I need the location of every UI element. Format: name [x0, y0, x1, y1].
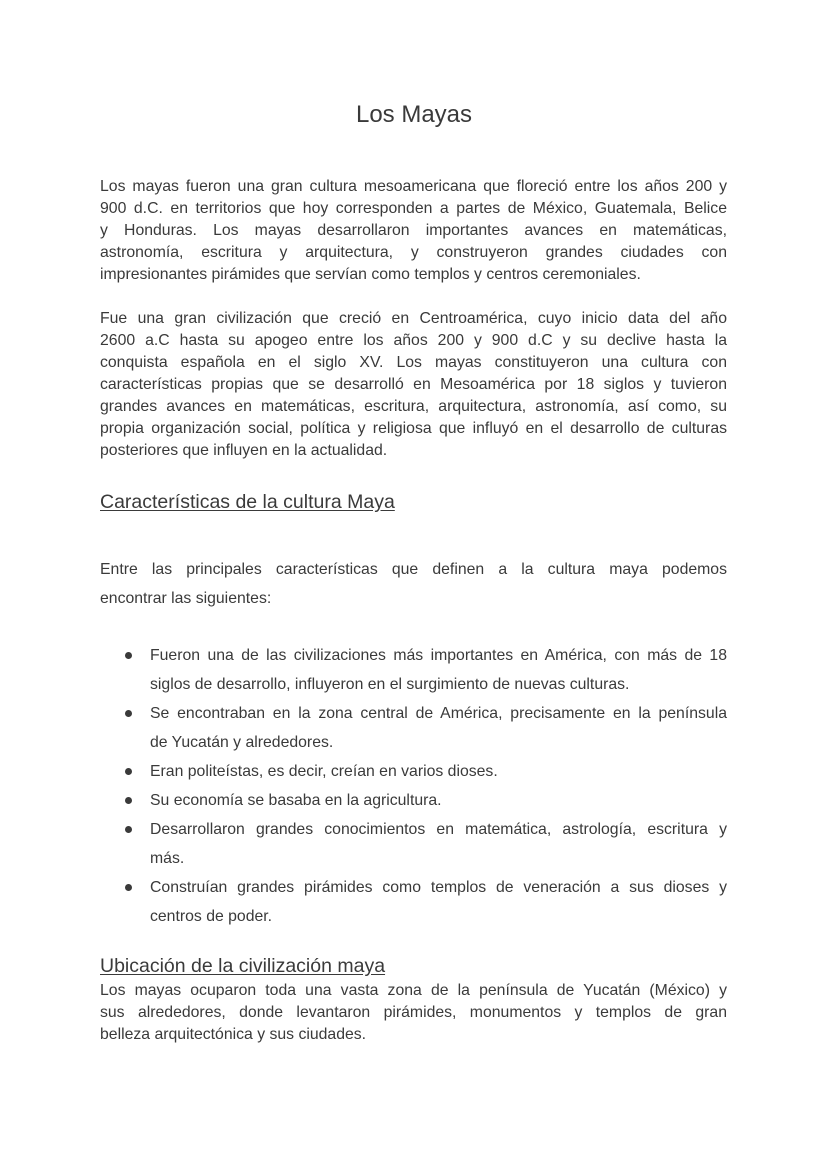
list-item-line: Desarrollaron grandes conocimientos en matemática, astrología, escritura y [150, 821, 727, 838]
list-item [100, 699, 727, 757]
intro-paragraph-1 [100, 176, 727, 286]
paragraph-line: Los mayas fueron una gran cultura mesoamericana que floreció entre los años 200 y [100, 178, 727, 195]
intro-paragraph-2 [100, 308, 727, 462]
section-heading-ubicacion: Ubicación de la civilización maya [100, 955, 386, 977]
page-title: Los Mayas [355, 101, 473, 128]
paragraph-line: sus alrededores, donde levantaron pirámides, monumentos y templos de gran [100, 1004, 727, 1021]
paragraph-line: Entre las principales características que definen a la cultura maya podemos [100, 561, 727, 578]
bullet-icon [125, 826, 132, 833]
paragraph-line: Fue una gran civilización que creció en Centroamérica, cuyo inicio data del año [100, 310, 727, 327]
bullet-icon [125, 710, 132, 717]
bullet-icon [125, 652, 132, 659]
list-item [100, 873, 727, 931]
list-item-line: siglos de desarrollo, influyeron en el surgimiento de nuevas culturas. [150, 676, 630, 693]
list-item-line: Construían grandes pirámides como templos de veneración a sus dioses y [150, 879, 727, 896]
list-item-line: Se encontraban en la zona central de América, precisamente en la península [150, 705, 727, 722]
paragraph-line: características propias que se desarrolló en Mesoamérica por 18 siglos y tuvieron [100, 376, 727, 393]
list-item-line: más. [150, 850, 185, 867]
paragraph-line: encontrar las siguientes: [100, 590, 272, 607]
list-item [100, 757, 727, 786]
caracteristicas-intro [100, 555, 727, 613]
paragraph-line: Los mayas ocuparon toda una vasta zona de la península de Yucatán (México) y [100, 982, 727, 999]
paragraph-line: belleza arquitectónica y sus ciudades. [100, 1026, 367, 1043]
list-item-line: Eran politeístas, es decir, creían en varios dioses. [150, 763, 498, 780]
paragraph-line: y Honduras. Los mayas desarrollaron importantes avances en matemáticas, [100, 222, 727, 239]
list-item [100, 815, 727, 873]
bullet-icon [125, 768, 132, 775]
paragraph-line: astronomía, escritura y arquitectura, y construyeron grandes ciudades con [100, 244, 727, 261]
bullet-icon [125, 797, 132, 804]
list-item-line: Fueron una de las civilizaciones más importantes en América, con más de 18 [150, 647, 727, 664]
caracteristicas-list [100, 641, 727, 931]
bullet-icon [125, 884, 132, 891]
list-item [100, 786, 727, 815]
list-item-line: centros de poder. [150, 908, 273, 925]
list-item-line: de Yucatán y alrededores. [150, 734, 334, 751]
paragraph-line: grandes avances en matemáticas, escritura, arquitectura, astronomía, así como, su [100, 398, 727, 415]
paragraph-line: 900 d.C. en territorios que hoy corresponden a partes de México, Guatemala, Belice [100, 200, 727, 217]
list-item [100, 641, 727, 699]
ubicacion-paragraph [100, 980, 727, 1046]
paragraph-line: conquista española en el siglo XV. Los mayas constituyeron una cultura con [100, 354, 727, 371]
paragraph-line: impresionantes pirámides que servían como templos y centros ceremoniales. [100, 266, 641, 283]
list-item-line: Su economía se basaba en la agricultura. [150, 792, 442, 809]
section-heading-caracteristicas: Características de la cultura Maya [100, 491, 395, 513]
paragraph-line: propia organización social, política y religiosa que influyó en el desarrollo de culturas [100, 420, 727, 437]
paragraph-line: 2600 a.C hasta su apogeo entre los años 200 y 900 d.C y su declive hasta la [100, 332, 727, 349]
paragraph-line: posteriores que influyen en la actualidad. [100, 442, 388, 459]
